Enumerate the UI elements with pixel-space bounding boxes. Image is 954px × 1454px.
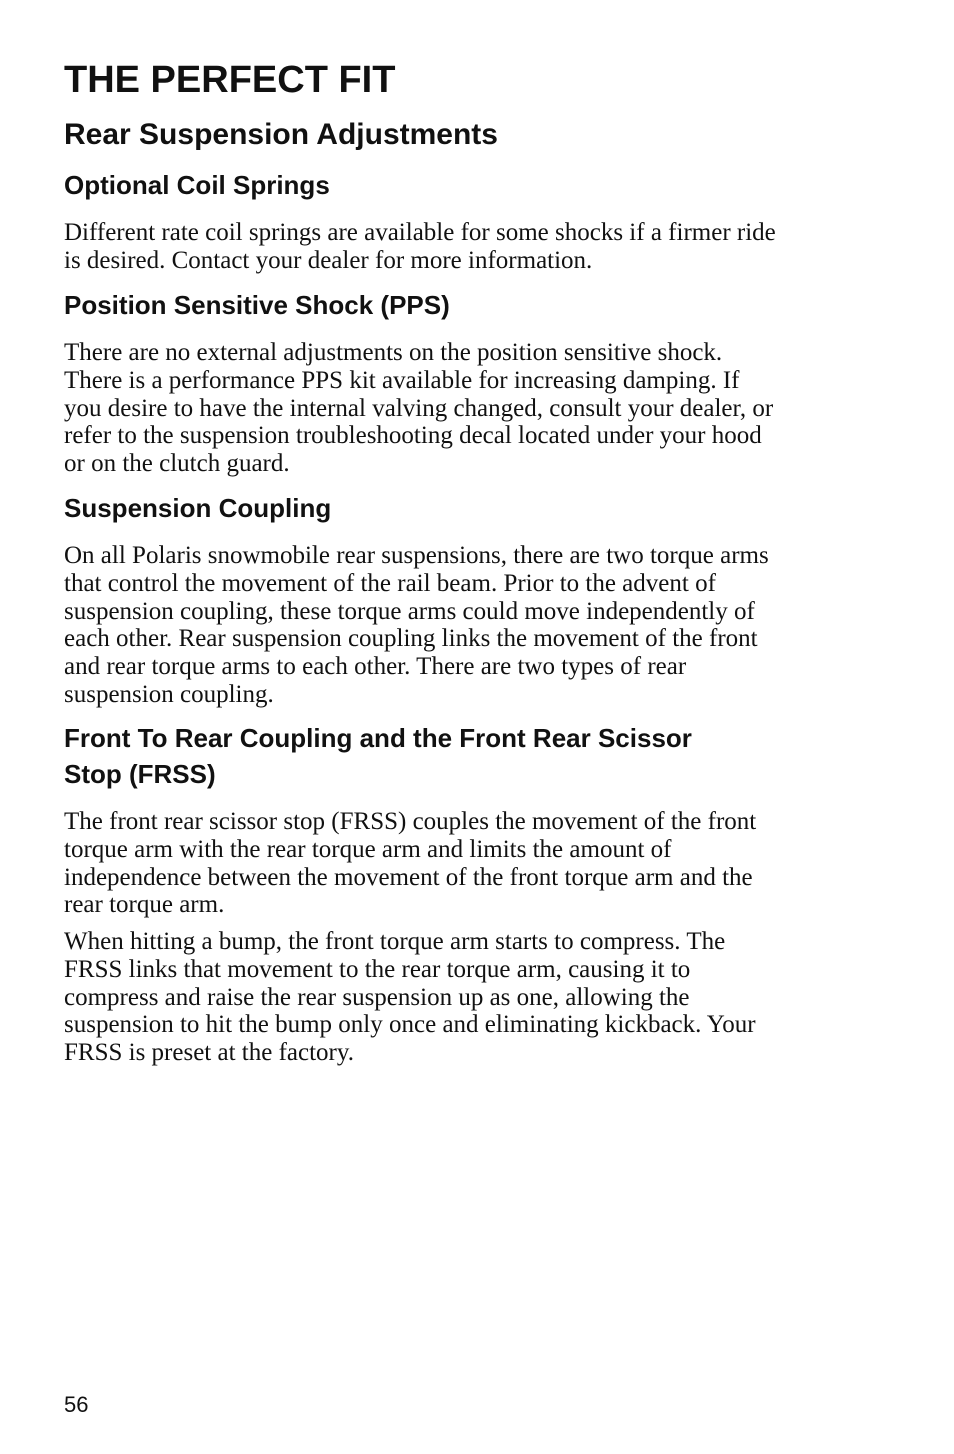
heading-front-rear-scissor-stop: Front To Rear Coupling and the Front Rear Scissor Stop (FRSS) (64, 723, 692, 789)
heading-position-sensitive-shock: Position Sensitive Shock (PPS) (64, 290, 450, 320)
heading-optional-coil-springs: Optional Coil Springs (64, 170, 330, 200)
page-title: THE PERFECT FIT (64, 59, 396, 101)
paragraph-optional-coil-springs: Different rate coil springs are available for some shocks if a firmer ride is desired. Contact your dealer for more information. (64, 219, 776, 274)
page-number: 56 (64, 1392, 89, 1417)
paragraph-suspension-coupling: On all Polaris snowmobile rear suspensions, there are two torque arms that control the movement of the rail beam. Prior to the advent of suspension coupling, these torque arms could move independently of each other. Rear suspension coupling links the movement of the front and rear torque arms to each other. There are two types of rear suspension coupling. (64, 542, 769, 708)
section-title: Rear Suspension Adjustments (64, 118, 498, 151)
paragraph-frss-description: The front rear scissor stop (FRSS) couples the movement of the front torque arm with the rear torque arm and limits the amount of independence between the movement of the front torque arm and the rear torque arm. (64, 808, 757, 919)
paragraph-frss-bump: When hitting a bump, the front torque arm starts to compress. The FRSS links that movement to the rear torque arm, causing it to compress and raise the rear suspension up as one, allowing the suspension to hit the bump only once and eliminating kickback. Your FRSS is preset at the factory. (64, 928, 756, 1067)
paragraph-position-sensitive-shock: There are no external adjustments on the position sensitive shock. There is a performance PPS kit available for increasing damping. If you desire to have the internal valving changed, consult your dealer, or refer to the suspension troubleshooting decal located under your hood or on the clutch guard. (64, 339, 774, 478)
heading-suspension-coupling: Suspension Coupling (64, 493, 332, 523)
